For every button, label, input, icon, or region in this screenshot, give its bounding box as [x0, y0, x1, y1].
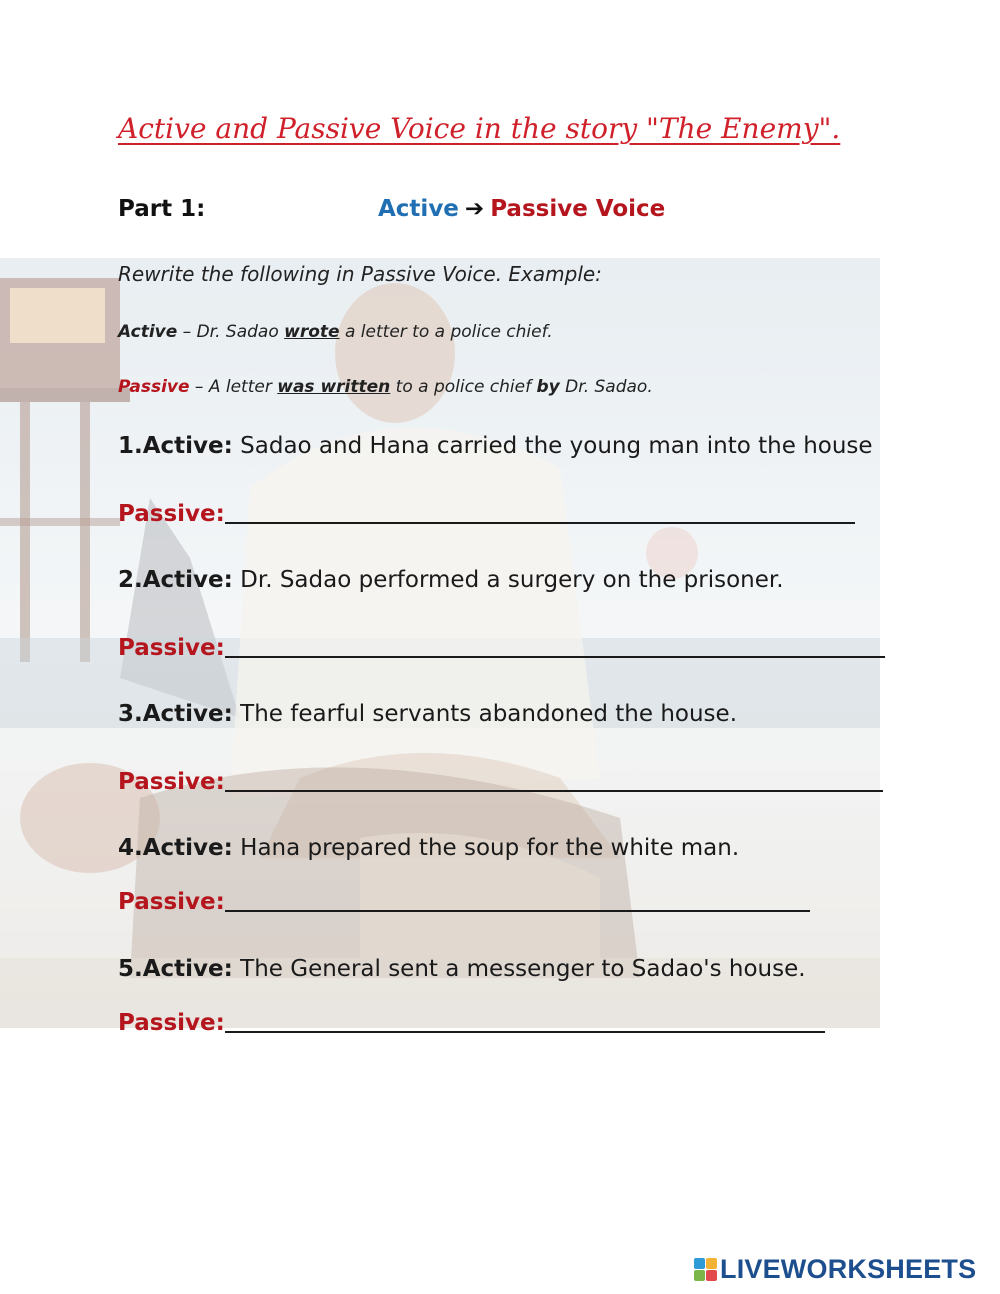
answer-5-input[interactable]: [225, 1009, 825, 1033]
question-4-label: 4.Active:: [118, 835, 233, 861]
question-1-sentence: Sadao and Hana carried the young man into the house: [232, 433, 873, 459]
instructions: Rewrite the following in Passive Voice. Example:: [118, 262, 602, 286]
question-3-passive: [118, 768, 883, 795]
question-1-passive: [118, 500, 855, 527]
question-2-passive-label: Passive:: [118, 635, 225, 661]
answer-3-input[interactable]: [225, 768, 883, 792]
answer-2-input[interactable]: [225, 634, 885, 658]
liveworksheets-logo-icon: [694, 1258, 717, 1281]
question-3-label: 3.Active:: [118, 701, 233, 727]
question-5-passive: [118, 1009, 825, 1036]
question-1-label: 1.Active:: [118, 433, 233, 459]
question-3-sentence: The fearful servants abandoned the house.: [232, 701, 738, 727]
example-passive-verb: was written: [277, 377, 391, 397]
liveworksheets-logo: [694, 1254, 976, 1285]
example-passive-pre: – A letter: [189, 377, 278, 397]
part-label: Part 1:: [118, 196, 206, 222]
part-heading: [378, 196, 665, 222]
question-5-label: 5.Active:: [118, 956, 233, 982]
example-passive-post: Dr. Sadao.: [559, 377, 653, 397]
example-active-pre: – Dr. Sadao: [177, 322, 285, 342]
question-1-passive-label: Passive:: [118, 501, 225, 527]
question-5-sentence: The General sent a messenger to Sadao's house.: [232, 956, 806, 982]
question-2-label: 2.Active:: [118, 567, 233, 593]
example-passive-by: by: [536, 377, 560, 397]
question-4-active: [118, 835, 739, 861]
question-5-active: [118, 956, 806, 982]
example-active-post: a letter to a police chief.: [339, 322, 553, 342]
heading-passive-word: Passive Voice: [490, 196, 666, 222]
answer-4-input[interactable]: [225, 888, 810, 912]
worksheet-title: Active and Passive Voice in the story "The Enemy".: [118, 112, 841, 145]
example-active-lead: Active: [118, 322, 178, 342]
question-1-active: [118, 433, 873, 459]
question-2-sentence: Dr. Sadao performed a surgery on the prisoner.: [232, 567, 784, 593]
question-4-sentence: Hana prepared the soup for the white man.: [232, 835, 740, 861]
example-active: [118, 322, 553, 342]
heading-active-word: Active: [378, 196, 459, 222]
question-2-passive: [118, 634, 885, 661]
example-active-verb: wrote: [284, 322, 340, 342]
question-4-passive: [118, 888, 810, 915]
example-passive-lead: Passive: [118, 377, 190, 397]
example-passive: [118, 377, 653, 397]
question-4-passive-label: Passive:: [118, 889, 225, 915]
question-5-passive-label: Passive:: [118, 1010, 225, 1036]
question-3-passive-label: Passive:: [118, 769, 225, 795]
logo-text: LIVEWORKSHEETS: [720, 1254, 977, 1284]
example-passive-mid: to a police chief: [390, 377, 537, 397]
arrow-right-icon: ➔: [464, 196, 485, 222]
answer-1-input[interactable]: [225, 500, 855, 524]
question-3-active: [118, 701, 737, 727]
question-2-active: [118, 567, 784, 593]
